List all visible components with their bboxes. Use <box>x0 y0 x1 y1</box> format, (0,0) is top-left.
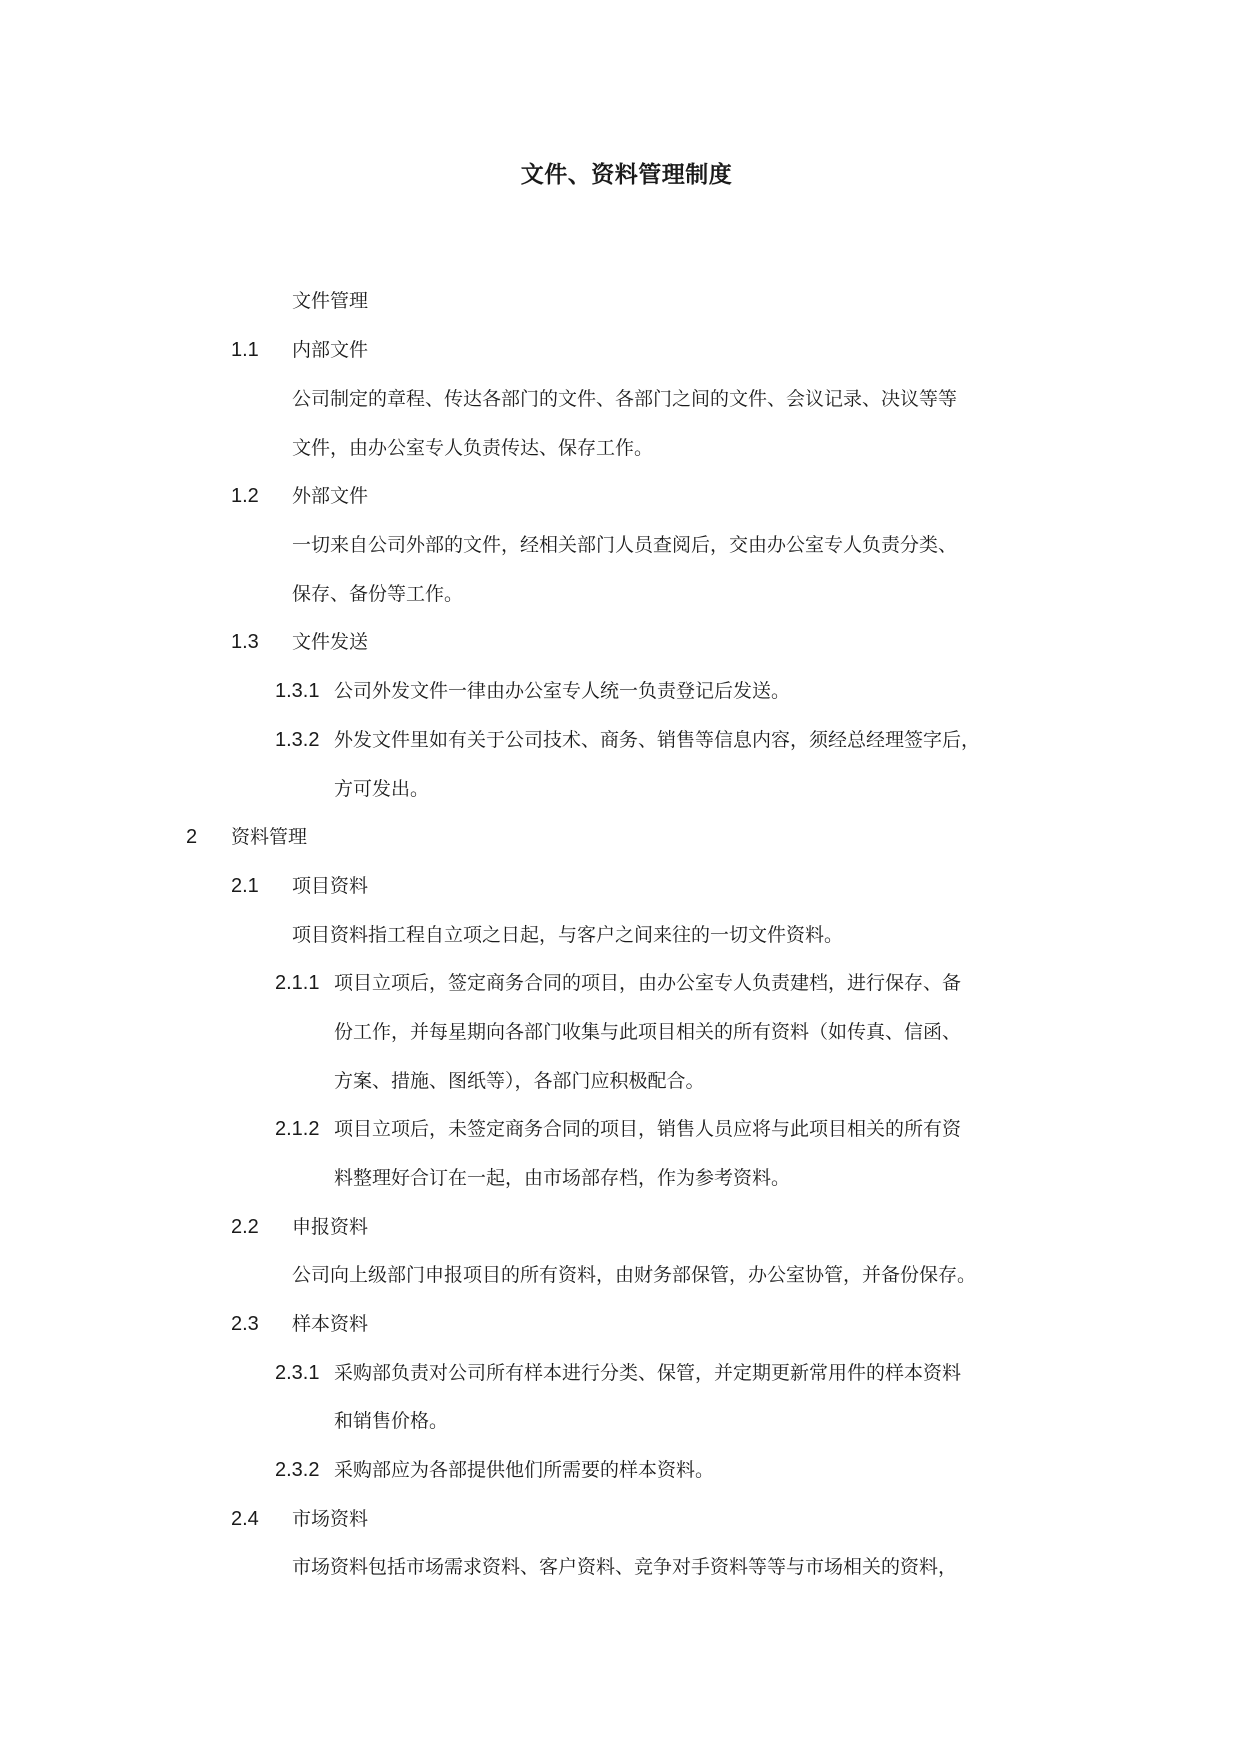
paragraph-line: 项目资料指工程自立项之日起，与客户之间来往的一切文件资料。 <box>292 924 844 946</box>
subsection-number: 1.3.1 <box>275 680 320 702</box>
document-title: 文件、资料管理制度 <box>520 162 733 188</box>
section-title: 外部文件 <box>292 485 369 507</box>
section-title: 项目资料 <box>292 875 369 897</box>
section-title: 样本资料 <box>292 1313 369 1335</box>
subsection-number: 2.1.1 <box>275 972 320 994</box>
paragraph-line: 一切来自公司外部的文件，经相关部门人员查阅后，交由办公室专人负责分类、 <box>292 534 958 556</box>
section-number: 1.2 <box>231 485 259 507</box>
subsection-number: 2.1.2 <box>275 1118 320 1140</box>
section-number: 2.4 <box>231 1508 259 1530</box>
section-number: 2.3 <box>231 1313 259 1335</box>
section-heading: 文件管理 <box>292 290 369 312</box>
section-number: 2.1 <box>231 875 259 897</box>
section-title: 申报资料 <box>292 1216 369 1238</box>
paragraph-line: 料整理好合订在一起，由市场部存档，作为参考资料。 <box>334 1167 791 1189</box>
paragraph-line: 项目立项后，未签定商务合同的项目，销售人员应将与此项目相关的所有资 <box>334 1118 962 1140</box>
paragraph-line: 方可发出。 <box>334 778 430 800</box>
paragraph-line: 项目立项后，签定商务合同的项目，由办公室专人负责建档，进行保存、备 <box>334 972 962 994</box>
paragraph-line: 保存、备份等工作。 <box>292 583 464 605</box>
paragraph-line: 市场资料包括市场需求资料、客户资料、竞争对手资料等等与市场相关的资料， <box>292 1556 958 1578</box>
section-number: 2 <box>186 826 198 848</box>
paragraph-line: 文件，由办公室专人负责传达、保存工作。 <box>292 437 654 459</box>
section-number: 2.2 <box>231 1216 259 1238</box>
paragraph-line: 采购部负责对公司所有样本进行分类、保管，并定期更新常用件的样本资料 <box>334 1362 962 1384</box>
paragraph-line: 公司向上级部门申报项目的所有资料，由财务部保管，办公室协管，并备份保存。 <box>292 1264 977 1286</box>
section-title: 内部文件 <box>292 339 369 361</box>
paragraph-line: 公司制定的章程、传达各部门的文件、各部门之间的文件、会议记录、决议等等 <box>292 388 958 410</box>
paragraph-line: 方案、措施、图纸等），各部门应积极配合。 <box>334 1070 705 1092</box>
paragraph-line: 采购部应为各部提供他们所需要的样本资料。 <box>334 1459 715 1481</box>
paragraph-line: 份工作，并每星期向各部门收集与此项目相关的所有资料（如传真、信函、 <box>334 1021 962 1043</box>
paragraph-line: 外发文件里如有关于公司技术、商务、销售等信息内容，须经总经理签字后， <box>334 729 981 751</box>
subsection-number: 1.3.2 <box>275 729 320 751</box>
section-number: 1.1 <box>231 339 259 361</box>
paragraph-line: 和销售价格。 <box>334 1410 449 1432</box>
paragraph-line: 公司外发文件一律由办公室专人统一负责登记后发送。 <box>334 680 791 702</box>
section-number: 1.3 <box>231 631 259 653</box>
section-heading: 资料管理 <box>231 826 308 848</box>
subsection-number: 2.3.1 <box>275 1362 320 1384</box>
section-title: 市场资料 <box>292 1508 369 1530</box>
subsection-number: 2.3.2 <box>275 1459 320 1481</box>
section-title: 文件发送 <box>292 631 369 653</box>
